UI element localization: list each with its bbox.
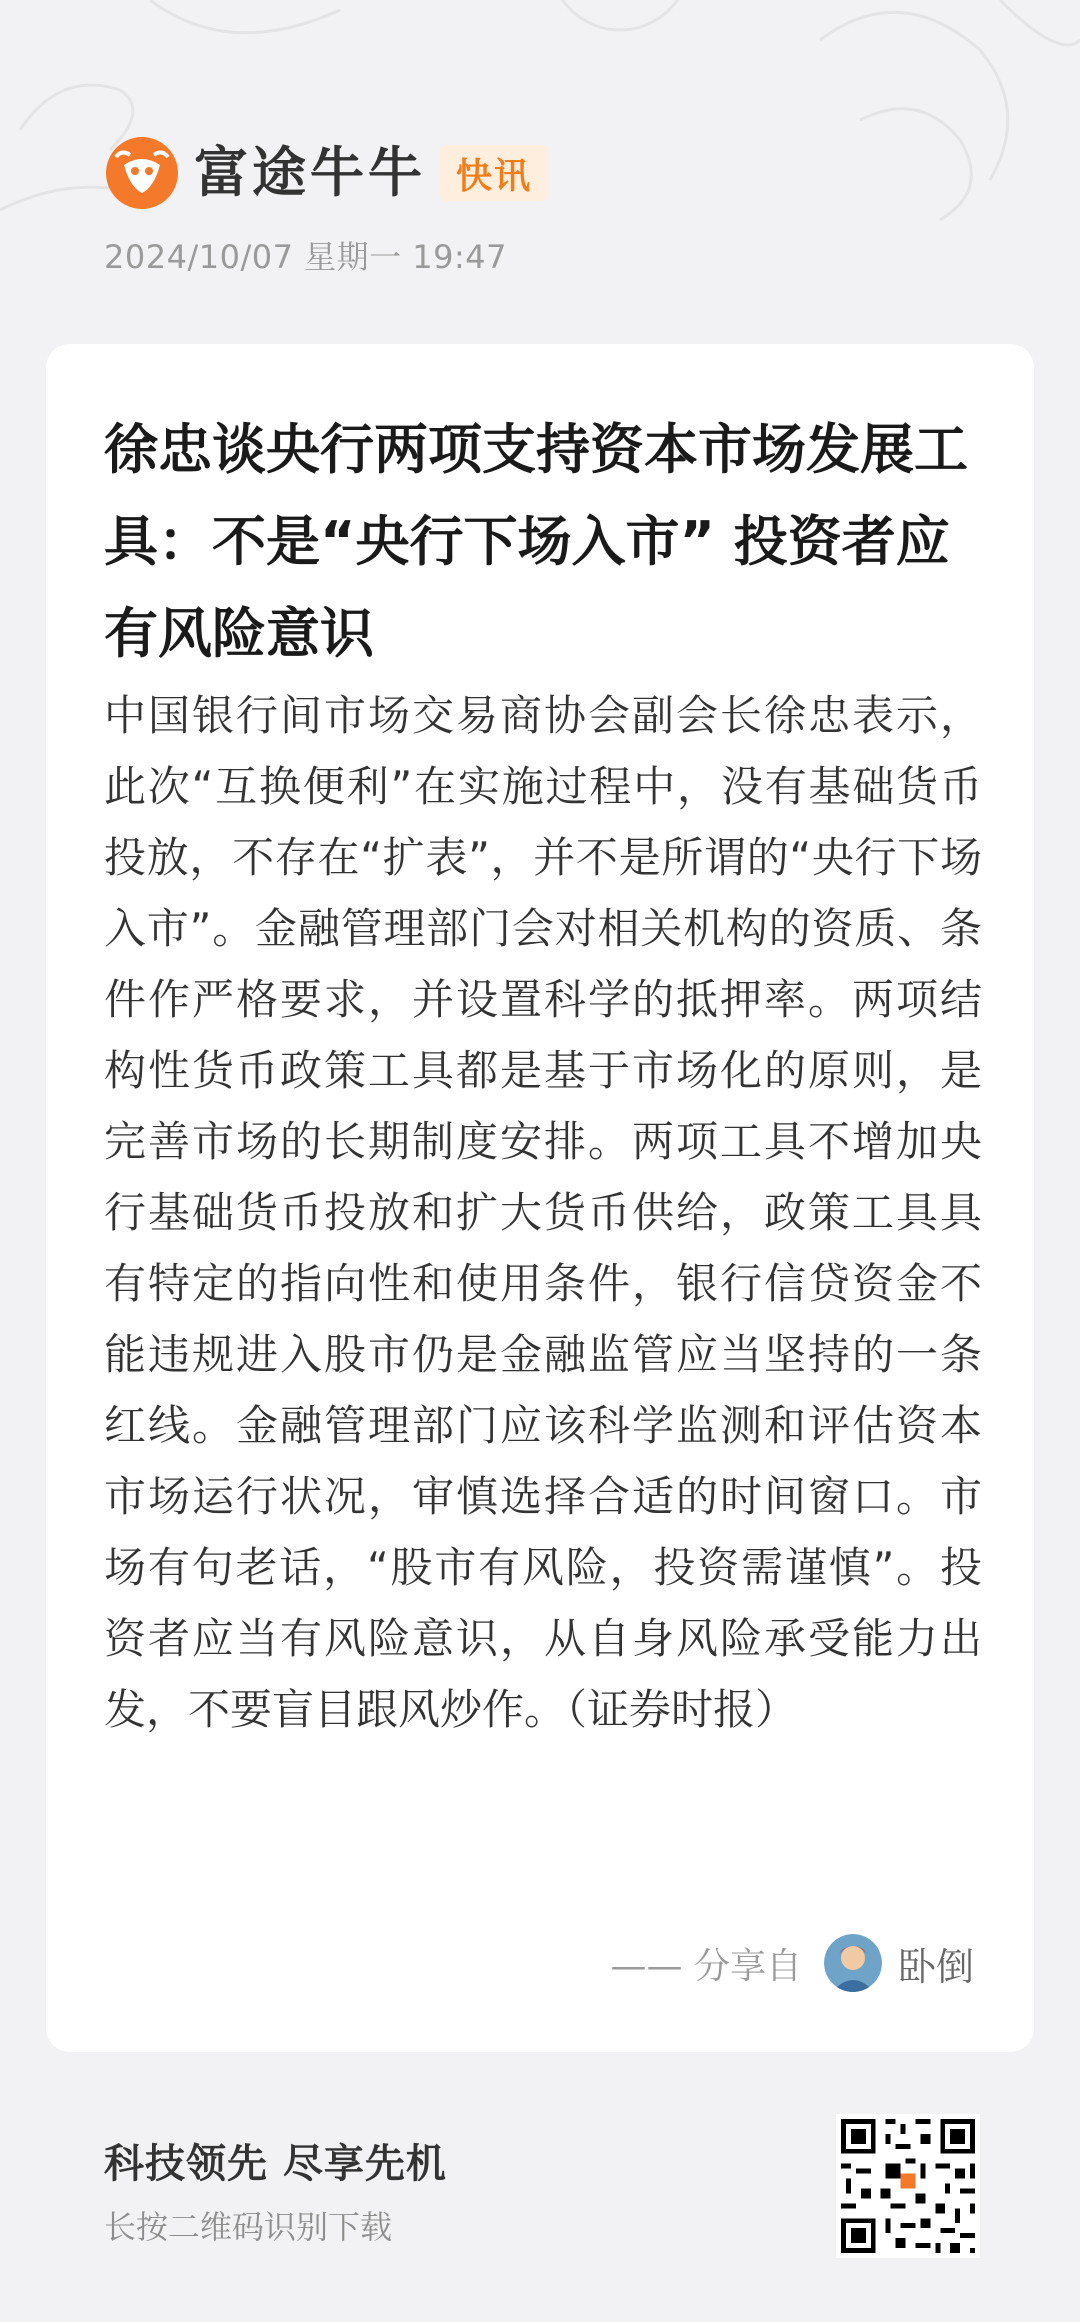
article-card [46,344,1034,2052]
brand-name: 富途牛牛 [194,141,426,204]
share-username[interactable]: 卧倒 [897,1944,974,1989]
publish-datetime: 2024/10/07 星期一 19:47 [104,238,508,276]
qr-code[interactable] [836,2114,980,2258]
footer-slogan: 科技领先 尽享先机 [104,2141,447,2187]
article-body: 中国银行间市场交易商协会副会长徐忠表示，此次“互换便利”在实施过程中，没有基础货币投放，不存在“扩表”，并不是所谓的“央行下场入市”。金融管理部门会对相关机构的资质、条件作严格要求，并设置科学的抵押率。两项结构性货币政策工具都是基于市场化的原则，是完善市场的长期制度安排。两项工具不增加央行基础货币投放和扩大货币供给，政策工具具有特定的指向性和使用条件，银行信贷资金不能违规进入股市仍是金融监管应当坚持的一条红线。金融管理部门应该科学监测和评估资本市场运行状况，审慎选择合适的时间窗口。市场有句老话，“股市有风险，投资需谨慎”。投资者应当有风险意识，从自身风险承受能力出发，不要盲目跟风炒作。（证券时报） [104,691,982,1734]
share-label: —— 分享自 [610,1945,802,1987]
app-header [104,128,548,218]
footer-download-hint: 长按二维码识别下载 [104,2208,393,2246]
futu-bull-logo-icon [104,135,180,211]
news-flash-badge: 快讯 [440,145,548,201]
user-avatar[interactable] [824,1934,882,1992]
article-title: 徐忠谈央行两项支持资本市场发展工具：不是“央行下场入市” 投资者应有风险意识 [104,418,968,665]
share-attribution [611,1934,974,1992]
